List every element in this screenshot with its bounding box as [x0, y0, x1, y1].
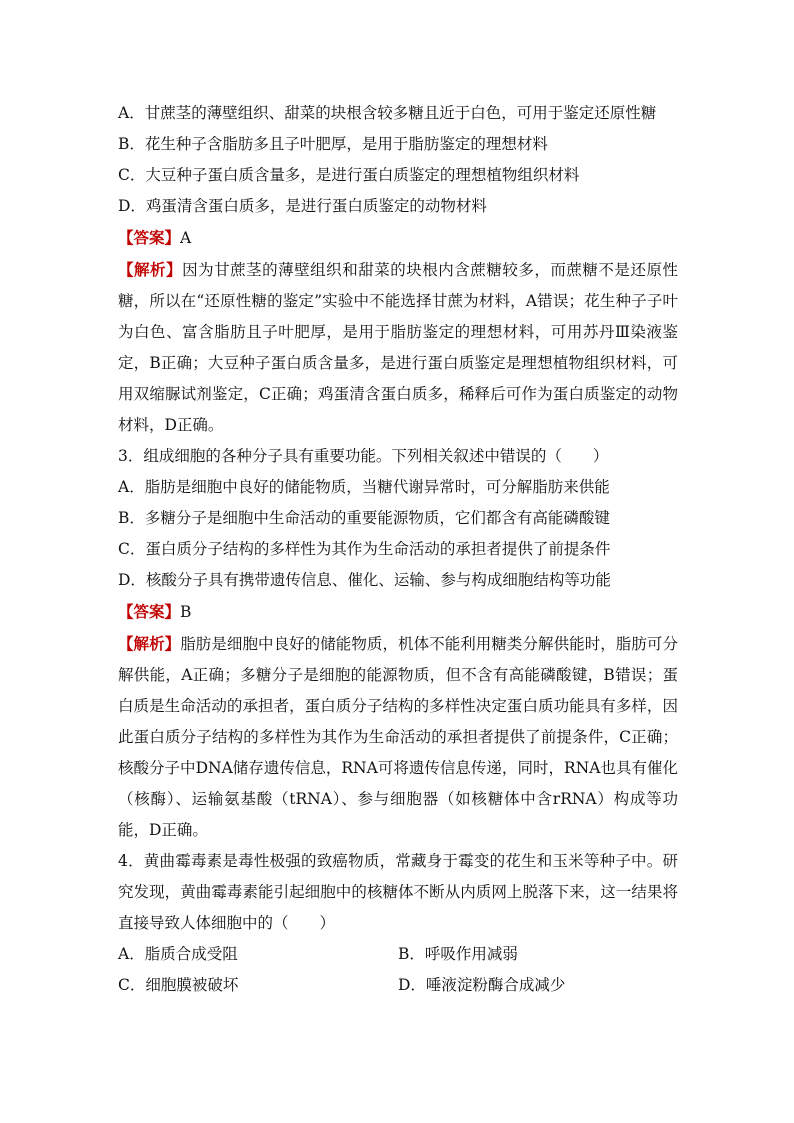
q3-stem: 3．组成细胞的各种分子具有重要功能。下列相关叙述中错误的（ ） [118, 447, 609, 465]
q2-analysis [118, 254, 678, 441]
q3-answer [118, 596, 678, 628]
q4-options-row-1 [118, 939, 678, 970]
q4-option-c: C．细胞膜被破坏 [118, 976, 239, 994]
q3-option-d: D．核酸分子具有携带遗传信息、催化、运输、参与构成细胞结构等功能 [118, 571, 611, 589]
q4-option-b: B．呼吸作用减弱 [398, 945, 518, 963]
answer-tag: 【答案】 [118, 228, 181, 247]
q4-options-row-2 [118, 970, 678, 1001]
q2-option-c: C．大豆种子蛋白质含量多，是进行蛋白质鉴定的理想植物组织材料 [118, 166, 580, 184]
answer-value: A [180, 229, 192, 247]
analysis-tag: 【解析】 [118, 634, 181, 653]
q3-analysis [118, 628, 678, 846]
analysis-text: 脂肪是细胞中良好的储能物质，机体不能利用糖类分解供能时，脂肪可分解供能，A正确；多糖分子是细胞的能源物质，但不含有高能磷酸键，B错误；蛋白质是生命活动的承担者，蛋白质分子结构的多样性决定蛋白质功能具有多样，因此蛋白质分子结构的多样性为其作为生命活动的承担者提供了前提条件，C正确；核酸分子中DNA储存遗传信息，RNA可将遗传信息传递，同时，RNA也具有催化（核酶）、运输氨基酸（tRNA）、参与细胞器（如核糖体中含rRNA）构成等功能，D正确。 [118, 635, 678, 839]
q4-stem: 4．黄曲霉毒素是毒性极强的致癌物质，常藏身于霉变的花生和玉米等种子中。研究发现，黄曲霉毒素能引起细胞中的核糖体不断从内质网上脱落下来，这一结果将直接导致人体细胞中的（ ） [118, 852, 678, 932]
answer-tag: 【答案】 [118, 602, 181, 621]
document-body [118, 98, 678, 1001]
q2-option-a: A．甘蔗茎的薄壁组织、甜菜的块根含较多糖且近于白色，可用于鉴定还原性糖 [118, 104, 657, 122]
q3-option-c: C．蛋白质分子结构的多样性为其作为生命活动的承担者提供了前提条件 [118, 540, 611, 558]
analysis-text: 因为甘蔗茎的薄壁组织和甜菜的块根内含蔗糖较多，而蔗糖不是还原性糖，所以在“还原性糖的鉴定”实验中不能选择甘蔗为材料，A错误；花生种子子叶为白色、富含脂肪且子叶肥厚，是用于脂肪鉴定的理想材料，可用苏丹Ⅲ染液鉴定，B正确；大豆种子蛋白质含量多，是进行蛋白质鉴定是理想植物组织材料，可用双缩脲试剂鉴定，C正确；鸡蛋清含蛋白质多，稀释后可作为蛋白质鉴定的动物材料，D正确。 [118, 261, 678, 434]
q3-option-b: B．多糖分子是细胞中生命活动的重要能源物质，它们都含有高能磷酸键 [118, 509, 610, 527]
q4-option-d: D．唾液淀粉酶合成减少 [398, 976, 566, 994]
analysis-tag: 【解析】 [118, 260, 183, 279]
q4-option-a: A．脂质合成受阻 [118, 945, 238, 963]
q2-option-d: D．鸡蛋清含蛋白质多，是进行蛋白质鉴定的动物材料 [118, 197, 487, 215]
q3-option-a: A．脂肪是细胞中良好的储能物质，当糖代谢异常时，可分解脂肪来供能 [118, 478, 610, 496]
answer-value: B [180, 603, 192, 621]
q2-option-b: B．花生种子含脂肪多且子叶肥厚，是用于脂肪鉴定的理想材料 [118, 135, 548, 153]
q2-answer [118, 222, 678, 254]
